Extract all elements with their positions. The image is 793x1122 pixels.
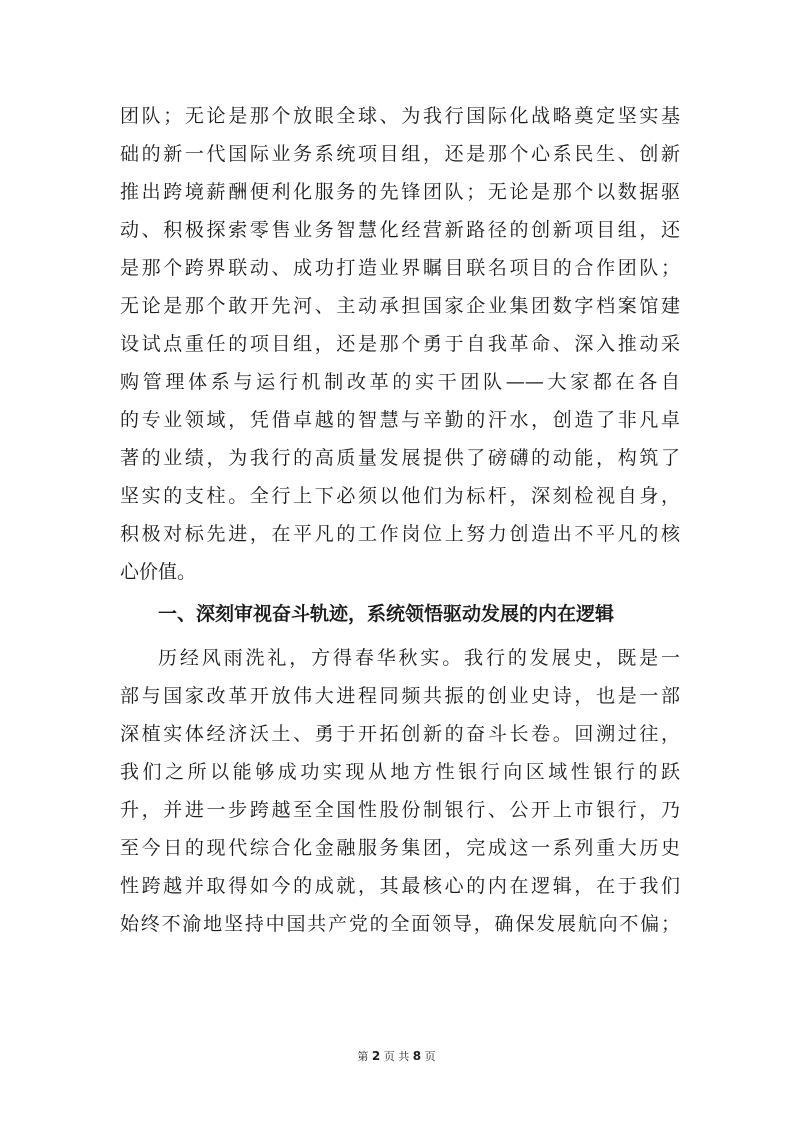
page-footer bbox=[0, 1048, 793, 1065]
text-line: 我们之所以能够成功实现从地方性银行向区域性银行的跃 bbox=[120, 761, 680, 783]
section-heading: 一、深刻审视奋斗轨迹，系统领悟驱动发展的内在逻辑 bbox=[158, 603, 615, 625]
footer-suffix: 页 bbox=[424, 1050, 436, 1063]
text-line: 积极对标先进，在平凡的工作岗位上努力创造出不平凡的核 bbox=[120, 523, 680, 545]
footer-middle: 页 共 bbox=[383, 1050, 410, 1063]
text-line: 至今日的现代综合化金融服务集团，完成这一系列重大历史 bbox=[120, 837, 680, 859]
text-line: 础的新一代国际业务系统项目组，还是那个心系民生、创新 bbox=[120, 143, 680, 165]
text-line: 团队；无论是那个放眼全球、为我行国际化战略奠定坚实基 bbox=[120, 105, 680, 127]
text-line: 心价值。 bbox=[120, 561, 197, 583]
text-line: 购管理体系与运行机制改革的实干团队——大家都在各自 bbox=[120, 371, 680, 393]
text-line: 是那个跨界联动、成功打造业界瞩目联名项目的合作团队； bbox=[120, 257, 680, 279]
text-line: 升，并进一步跨越至全国性股份制银行、公开上市银行，乃 bbox=[120, 799, 680, 821]
text-line: 的专业领域，凭借卓越的智慧与辛勤的汗水，创造了非凡卓 bbox=[120, 409, 680, 431]
text-line: 性跨越并取得如今的成就，其最核心的内在逻辑，在于我们 bbox=[120, 875, 680, 897]
current-page-number: 2 bbox=[371, 1049, 381, 1063]
text-line: 无论是那个敢开先河、主动承担国家企业集团数字档案馆建 bbox=[120, 295, 680, 317]
text-line: 著的业绩，为我行的高质量发展提供了磅礴的动能，构筑了 bbox=[120, 447, 680, 469]
footer-prefix: 第 bbox=[357, 1050, 369, 1063]
text-line: 推出跨境薪酬便利化服务的先锋团队；无论是那个以数据驱 bbox=[120, 181, 680, 203]
text-line: 坚实的支柱。全行上下必须以他们为标杆，深刻检视自身， bbox=[120, 485, 680, 507]
text-line: 深植实体经济沃土、勇于开拓创新的奋斗长卷。回溯过往， bbox=[120, 723, 680, 745]
text-line: 历经风雨洗礼，方得春华秋实。我行的发展史，既是一 bbox=[158, 647, 680, 669]
text-line: 设试点重任的项目组，还是那个勇于自我革命、深入推动采 bbox=[120, 333, 680, 355]
total-page-number: 8 bbox=[412, 1049, 422, 1063]
text-line: 动、积极探索零售业务智慧化经营新路径的创新项目组，还 bbox=[120, 219, 680, 241]
text-line: 始终不渝地坚持中国共产党的全面领导，确保发展航向不偏； bbox=[120, 913, 680, 935]
text-line: 部与国家改革开放伟大进程同频共振的创业史诗，也是一部 bbox=[120, 685, 680, 707]
